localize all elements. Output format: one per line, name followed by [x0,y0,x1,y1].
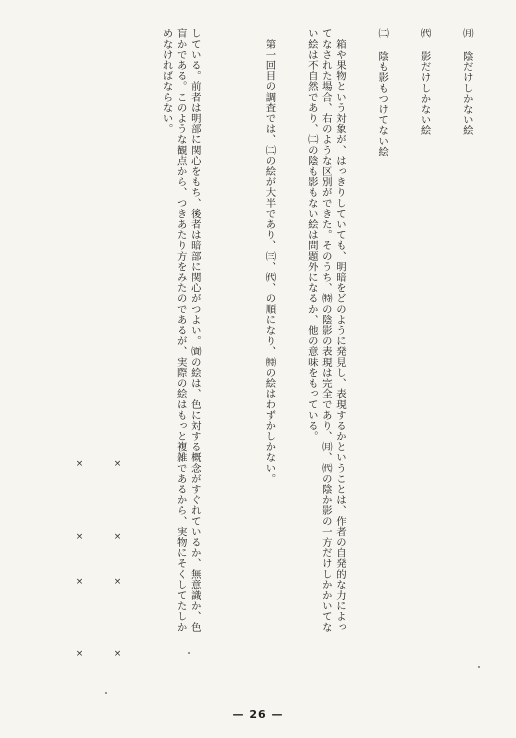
cross-mark: × [75,649,84,659]
cross-mark: × [113,577,122,587]
cross-mark: × [75,577,84,587]
ink-speck [188,652,190,654]
cross-mark: × [75,532,84,542]
ink-speck [478,666,480,668]
text-line: 第一回目の調査では、㈡の絵が大半であり、㈢、㈹、の順になり、㈵の絵はわずかしかない。 [263,28,276,484]
text-line: ㈪ 陰だけしかない絵 [460,28,473,136]
text-line: 箱や果物という対象が、はっきりしていても、明暗をどのように発見し、表現するかということは、作者の自発的な力によってなされた場合、右のような区別ができた。そのうち、㈵の陰影の表現は完全であり、㈪、㈹の陰か影の一方だけしかかいてない絵は不自然であり、㈡の陰も影もない絵は問題外になるか、他の意味をもっている。 [305,28,346,633]
cross-mark: × [113,649,122,659]
left-text-column [148,28,230,640]
cross-mark: × [113,459,122,469]
text-line: ㈹ 影だけしかない絵 [418,28,431,136]
cross-mark: × [113,532,122,542]
text-line: している。前者は明部に関心をもち、後者は暗部に関心がつよい。㈾の絵は、色に対する概念がすぐれているか、無意識か、色盲かである。このような観点から、つきあたり方をみたのであるが、実際の絵はもっと複雑であるから、実物にそくしてたしかめなければならない。 [160,28,201,633]
ink-speck [105,692,107,694]
page-number: — 26 — [232,708,284,721]
cross-mark: × [75,459,84,469]
text-line: ㈡ 陰も影もつけてない絵 [376,28,389,157]
right-text-column [238,28,502,640]
